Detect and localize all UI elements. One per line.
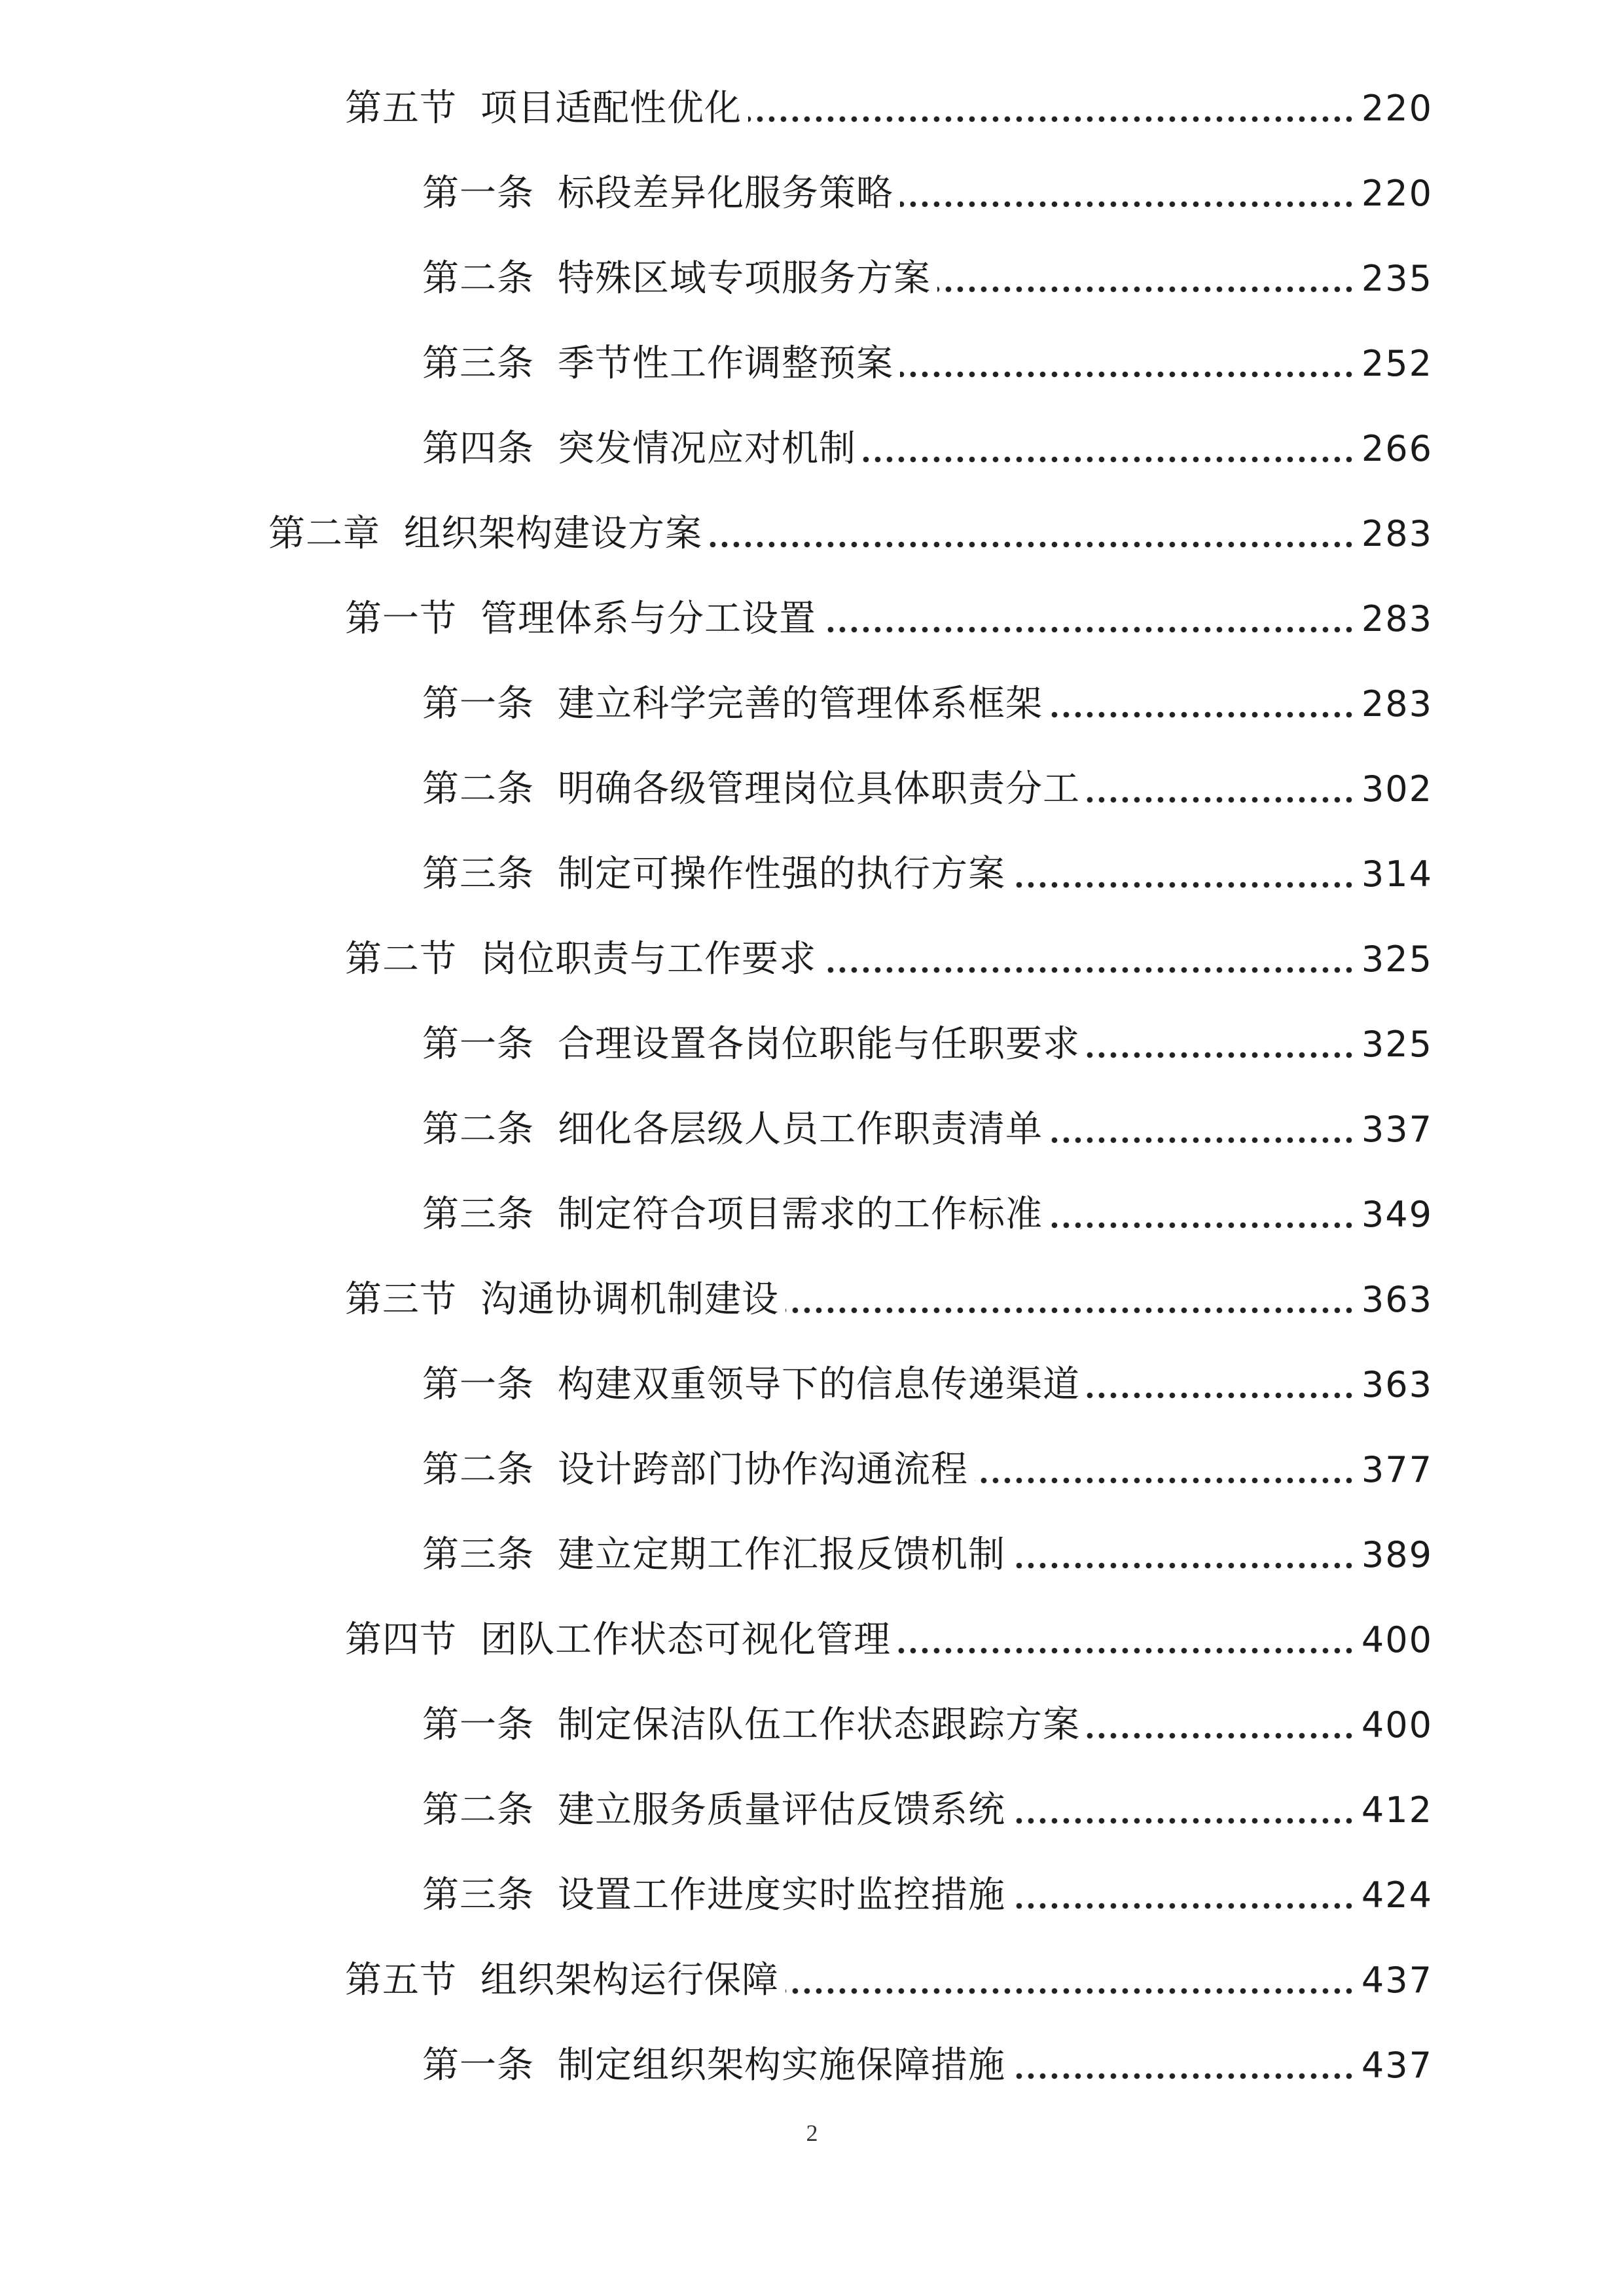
toc-entry-page: 314 — [1361, 853, 1433, 895]
dot-leader — [900, 370, 1355, 379]
toc-entry[interactable] — [345, 1948, 1433, 2013]
dot-leader — [1087, 1391, 1355, 1400]
dot-leader — [1049, 710, 1355, 719]
toc-entry-title: 细化各层级人员工作职责清单 — [558, 1108, 1043, 1151]
toc-entry-number: 第一条 — [422, 1023, 534, 1066]
dot-leader — [1087, 1050, 1355, 1060]
toc-entry[interactable] — [422, 416, 1433, 482]
toc-entry-title: 沟通协调机制建设 — [480, 1278, 779, 1321]
toc-entry-title: 特殊区域专项服务方案 — [558, 257, 931, 300]
toc-entry[interactable] — [422, 161, 1433, 226]
toc-entry-title: 团队工作状态可视化管理 — [480, 1619, 891, 1661]
dot-leader — [785, 1986, 1355, 1996]
toc-entry-number: 第四条 — [422, 427, 534, 470]
dot-leader — [900, 200, 1355, 209]
toc-entry[interactable] — [345, 927, 1433, 992]
toc-entry[interactable] — [422, 331, 1433, 397]
toc-entry-page: 349 — [1361, 1194, 1433, 1235]
toc-entry[interactable] — [345, 1607, 1433, 1673]
toc-entry-page: 325 — [1361, 1024, 1433, 1065]
toc-entry-page: 389 — [1361, 1534, 1433, 1575]
dot-leader — [709, 540, 1355, 549]
toc-entry-number: 第三条 — [422, 342, 534, 385]
toc-entry[interactable] — [422, 2033, 1433, 2098]
toc-entry-page: 363 — [1361, 1364, 1433, 1405]
toc-entry-page: 400 — [1361, 1704, 1433, 1746]
toc-entry-page: 437 — [1361, 2045, 1433, 2086]
toc-entry-page: 437 — [1361, 1960, 1433, 2001]
toc-entry-title: 建立服务质量评估反馈系统 — [558, 1789, 1005, 1831]
toc-entry[interactable] — [345, 1267, 1433, 1333]
toc-entry-number: 第二条 — [422, 1448, 534, 1491]
dot-leader — [1012, 1561, 1355, 1570]
toc-entry[interactable] — [422, 1182, 1433, 1247]
toc-entry-page: 377 — [1361, 1449, 1433, 1490]
dot-leader — [975, 1476, 1355, 1485]
toc-entry-number: 第一条 — [422, 172, 534, 215]
toc-entry-number: 第五节 — [345, 1959, 457, 2001]
toc-entry-title: 设置工作进度实时监控措施 — [558, 1874, 1005, 1916]
toc-entry-title: 管理体系与分工设置 — [480, 598, 816, 640]
dot-leader — [823, 965, 1355, 975]
toc-entry-number: 第三条 — [422, 1193, 534, 1236]
toc-entry-page: 283 — [1361, 598, 1433, 639]
toc-entry-page: 412 — [1361, 1789, 1433, 1831]
toc-entry-number: 第三节 — [345, 1278, 457, 1321]
dot-leader — [1087, 795, 1355, 804]
toc-entry-page: 235 — [1361, 258, 1433, 299]
toc-entry-page: 325 — [1361, 939, 1433, 980]
toc-entry-number: 第三条 — [422, 1534, 534, 1576]
toc-entry[interactable] — [422, 1352, 1433, 1418]
toc-entry-number: 第一条 — [422, 1363, 534, 1406]
toc-entry-page: 337 — [1361, 1109, 1433, 1150]
toc-entry-number: 第三条 — [422, 1874, 534, 1916]
toc-entry-title: 制定保洁队伍工作状态跟踪方案 — [558, 1704, 1080, 1746]
dot-leader — [863, 455, 1355, 464]
toc-entry[interactable] — [345, 586, 1433, 652]
toc-entry-title: 组织架构建设方案 — [404, 512, 702, 555]
toc-entry-page: 400 — [1361, 1619, 1433, 1660]
toc-entry[interactable] — [422, 1437, 1433, 1503]
toc-entry[interactable] — [422, 1778, 1433, 1843]
toc-entry-title: 合理设置各岗位职能与任职要求 — [558, 1023, 1080, 1066]
toc-entry-title: 制定组织架构实施保障措施 — [558, 2044, 1005, 2087]
toc-entry-title: 明确各级管理岗位具体职责分工 — [558, 768, 1080, 810]
toc-entry[interactable] — [422, 1522, 1433, 1588]
toc-entry-title: 季节性工作调整预案 — [558, 342, 893, 385]
dot-leader — [823, 625, 1355, 634]
toc-entry-number: 第三条 — [422, 853, 534, 895]
toc-entry-number: 第四节 — [345, 1619, 457, 1661]
toc-entry-number: 第二条 — [422, 257, 534, 300]
page-number: 2 — [806, 2120, 818, 2146]
toc-entry[interactable] — [422, 1693, 1433, 1758]
toc-entry-number: 第一节 — [345, 598, 457, 640]
toc-entry[interactable] — [422, 1097, 1433, 1162]
toc-entry[interactable] — [422, 246, 1433, 312]
toc-entry-page: 220 — [1361, 88, 1433, 129]
dot-leader — [1012, 1816, 1355, 1825]
toc-entry-title: 标段差异化服务策略 — [558, 172, 893, 215]
toc-entry-number: 第五节 — [345, 87, 457, 130]
dot-leader — [1012, 1901, 1355, 1910]
toc-entry-title: 设计跨部门协作沟通流程 — [558, 1448, 968, 1491]
toc-entry[interactable] — [268, 501, 1433, 567]
dot-leader — [1087, 1731, 1355, 1740]
toc-entry-page: 283 — [1361, 683, 1433, 725]
toc-entry-title: 制定可操作性强的执行方案 — [558, 853, 1005, 895]
dot-leader — [1049, 1221, 1355, 1230]
dot-leader — [748, 115, 1355, 124]
toc-entry-number: 第一条 — [422, 683, 534, 725]
toc-entry-title: 项目适配性优化 — [480, 87, 742, 130]
toc-entry-page: 424 — [1361, 1874, 1433, 1916]
toc-entry-number: 第二条 — [422, 1108, 534, 1151]
toc-entry-number: 第二条 — [422, 1789, 534, 1831]
toc-entry[interactable] — [422, 1012, 1433, 1077]
toc-entry-title: 构建双重领导下的信息传递渠道 — [558, 1363, 1080, 1406]
toc-entry[interactable] — [345, 76, 1433, 141]
toc-entry-page: 266 — [1361, 428, 1433, 469]
toc-entry-page: 302 — [1361, 768, 1433, 810]
dot-leader — [1012, 2072, 1355, 2081]
toc-entry-title: 组织架构运行保障 — [480, 1959, 779, 2001]
toc-entry-number: 第一条 — [422, 1704, 534, 1746]
toc-entry-page: 283 — [1361, 513, 1433, 554]
toc-entry-title: 制定符合项目需求的工作标准 — [558, 1193, 1043, 1236]
toc-entry-page: 363 — [1361, 1279, 1433, 1320]
toc-entry-title: 建立定期工作汇报反馈机制 — [558, 1534, 1005, 1576]
toc-entry-title: 建立科学完善的管理体系框架 — [558, 683, 1043, 725]
toc-entry-title: 突发情况应对机制 — [558, 427, 856, 470]
toc-entry-number: 第二章 — [268, 512, 380, 555]
toc-entry-page: 220 — [1361, 173, 1433, 214]
dot-leader — [785, 1306, 1355, 1315]
toc-entry[interactable] — [422, 757, 1433, 822]
toc-entry-page: 252 — [1361, 343, 1433, 384]
toc-entry[interactable] — [422, 1863, 1433, 1928]
dot-leader — [897, 1646, 1355, 1655]
toc-entry[interactable] — [422, 842, 1433, 907]
toc-entry-number: 第二条 — [422, 768, 534, 810]
toc-entry[interactable] — [422, 672, 1433, 737]
dot-leader — [1012, 880, 1355, 889]
toc-entry-number: 第二节 — [345, 938, 457, 980]
toc-entry-number: 第一条 — [422, 2044, 534, 2087]
dot-leader — [937, 285, 1355, 294]
dot-leader — [1049, 1136, 1355, 1145]
toc-entry-title: 岗位职责与工作要求 — [480, 938, 816, 980]
